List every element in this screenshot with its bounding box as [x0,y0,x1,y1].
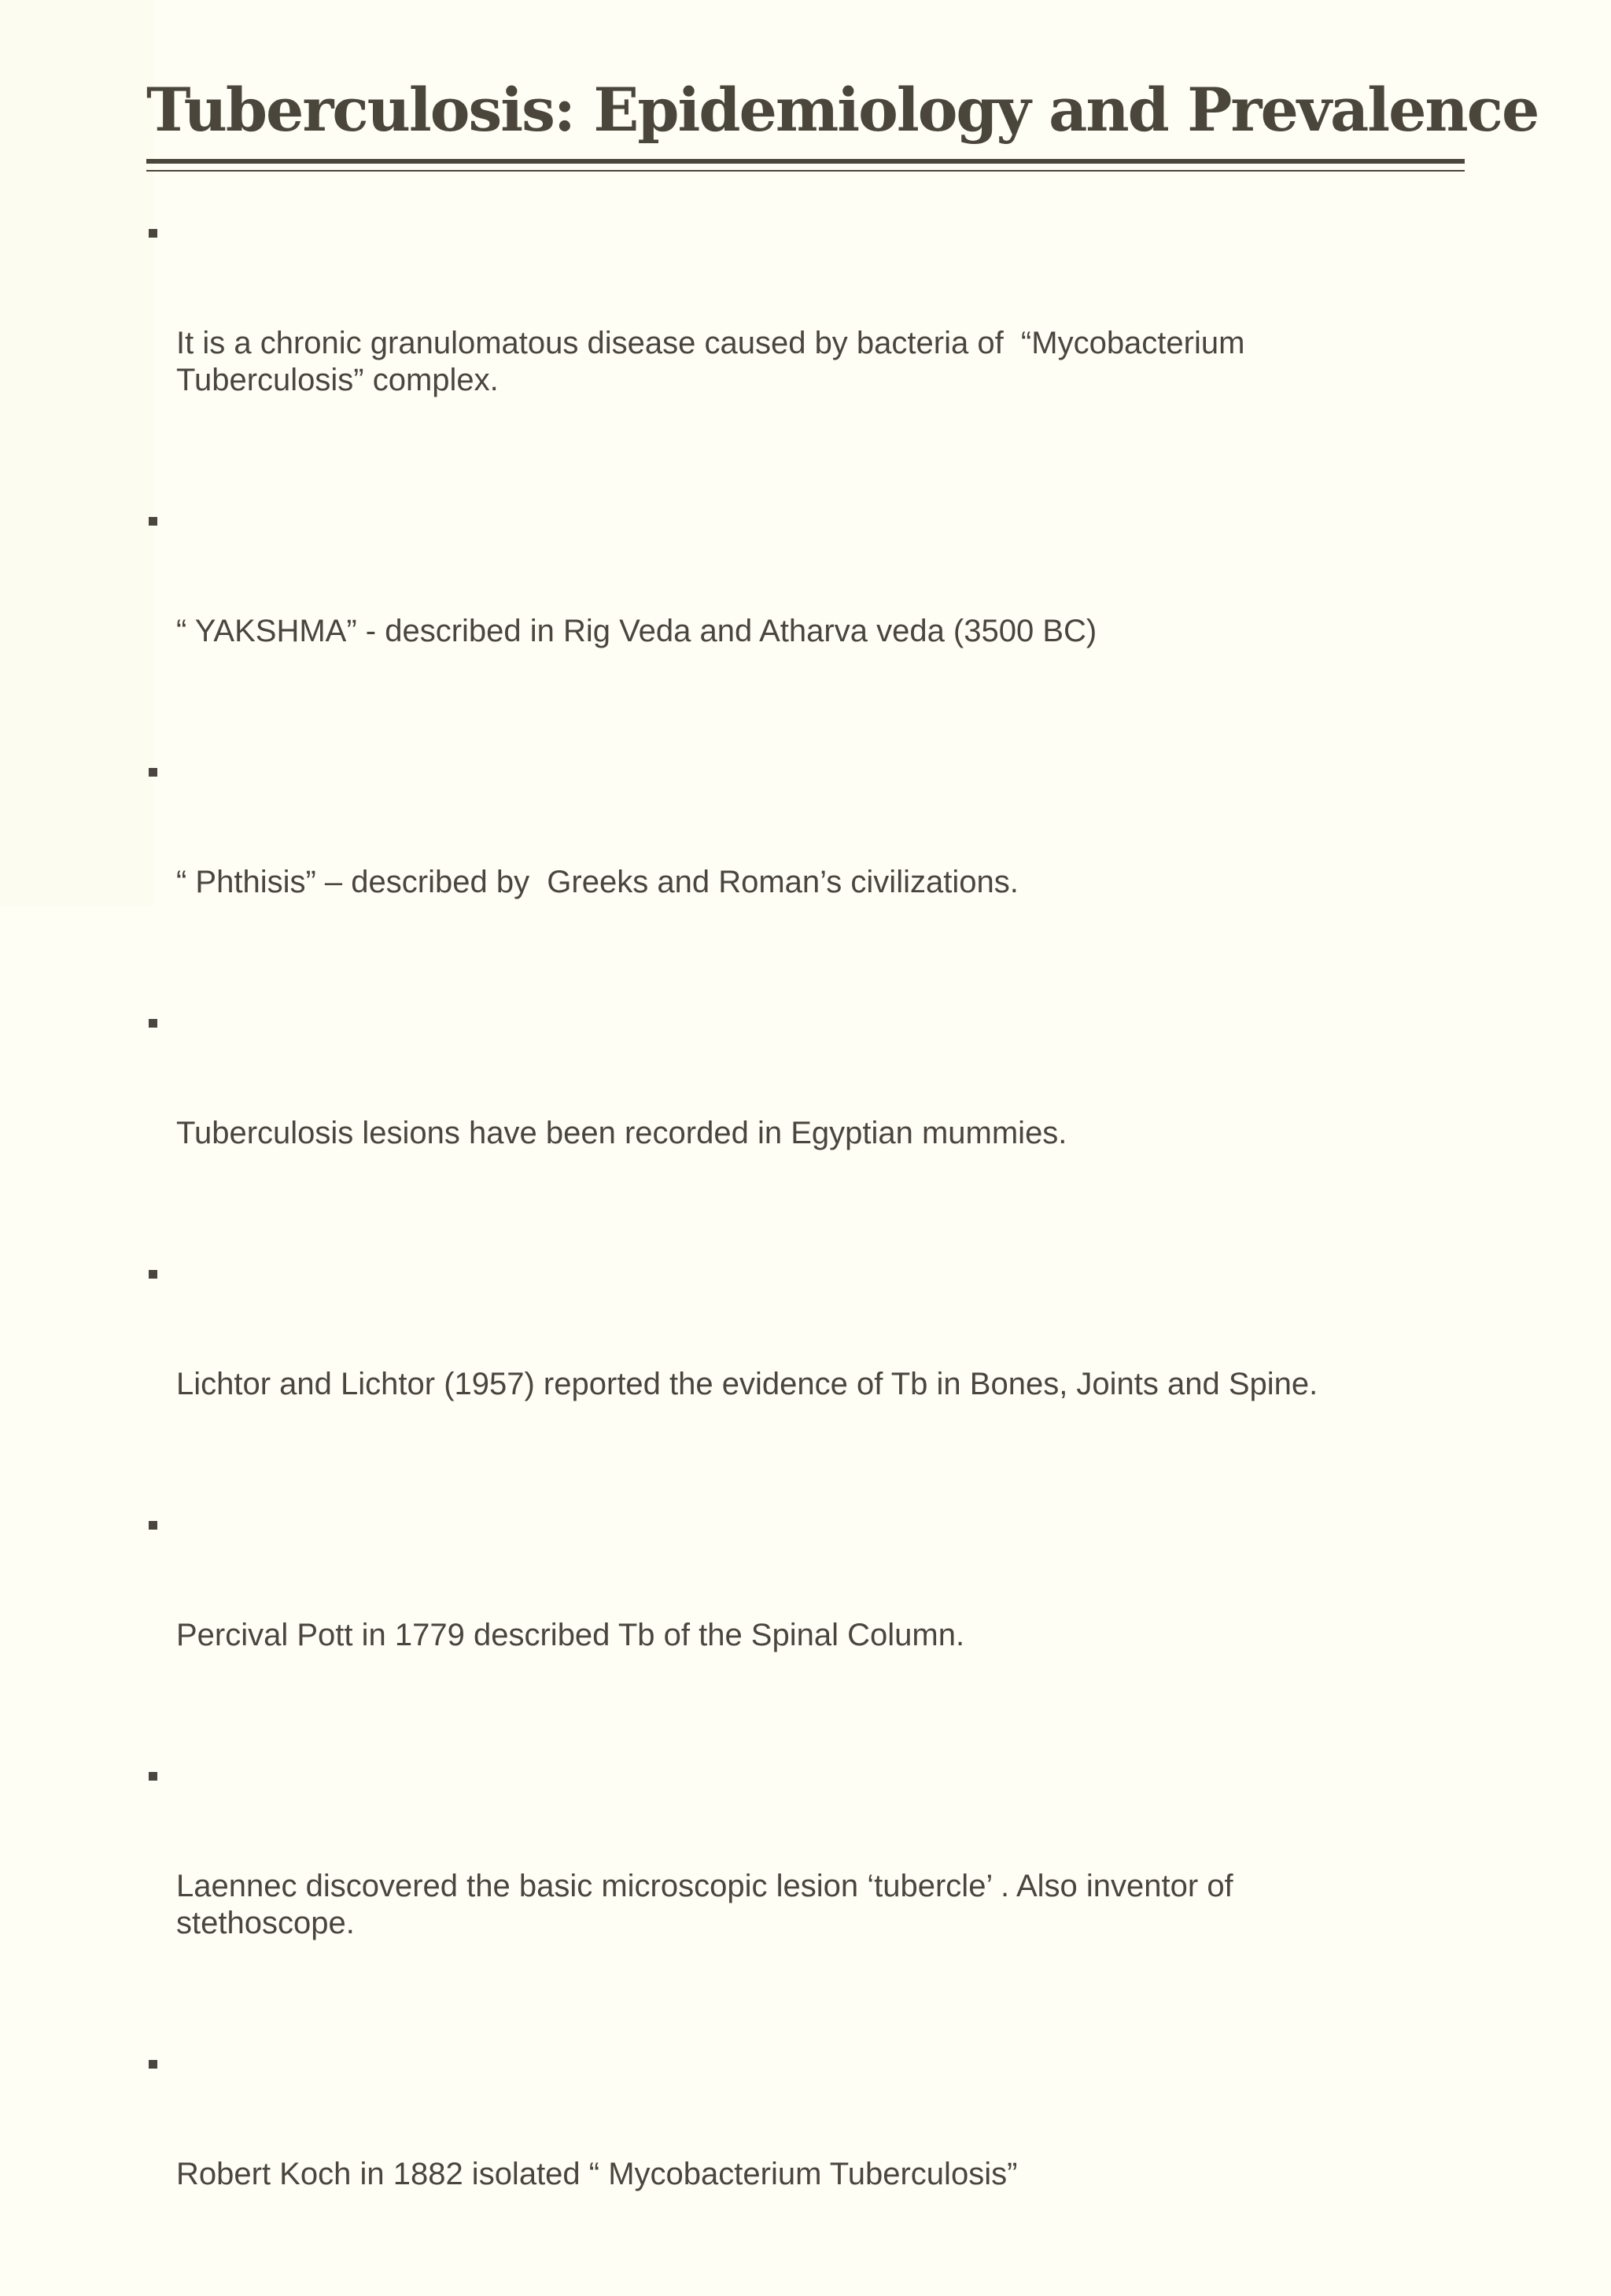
square-bullet-icon [149,1270,157,1279]
title-underline-thick [146,159,1465,164]
left-margin-strip [0,0,153,906]
bullet-text: Laennec discovered the basic microscopic lesion ‘tubercle’ . Also inventor of stethoscope. [176,1869,1242,1940]
bullet-item [146,2045,1484,2267]
title-underline-thin [146,170,1465,172]
square-bullet-icon [149,1521,157,1530]
bullet-item [146,214,1484,473]
bullet-text: Robert Koch in 1882 isolated “ Mycobacterium Tuberculosis” [176,2157,1018,2191]
bullet-list [146,214,1484,2296]
square-bullet-icon [149,229,157,238]
bullet-item [146,1506,1484,1728]
square-bullet-icon [149,768,157,777]
bullet-item [146,1255,1484,1477]
bullet-item [146,753,1484,975]
slide-title: Tuberculosis: Epidemiology and Prevalence [146,75,1539,145]
bullet-item [146,1004,1484,1226]
bullet-text: Tuberculosis lesions have been recorded in Egyptian mummies. [176,1116,1067,1150]
bullet-item [146,502,1484,724]
bullet-text: Percival Pott in 1779 described Tb of the Spinal Column. [176,1618,965,1652]
square-bullet-icon [149,2060,157,2069]
bullet-text: Lichtor and Lichtor (1957) reported the evidence of Tb in Bones, Joints and Spine. [176,1367,1318,1401]
square-bullet-icon [149,517,157,526]
bullet-text: “ YAKSHMA” - described in Rig Veda and Atharva veda (3500 BC) [176,614,1097,648]
bullet-text: “ Phthisis” – described by Greeks and Roman’s civilizations. [176,865,1019,899]
bullet-item [146,1757,1484,2016]
square-bullet-icon [149,1019,157,1028]
square-bullet-icon [149,1772,157,1781]
bullet-text: It is a chronic granulomatous disease caused by bacteria of “Mycobacterium Tuberculosis” complex. [176,326,1253,397]
